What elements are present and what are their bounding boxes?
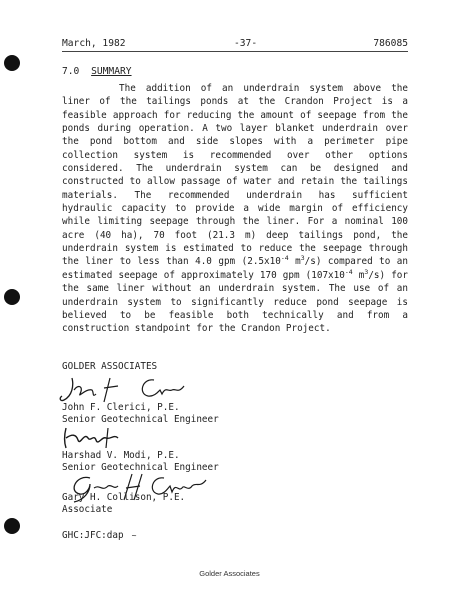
section-title: SUMMARY [91, 66, 132, 77]
signer-name: John F. Clerici, P.E. [62, 402, 180, 413]
binder-hole-icon [4, 289, 20, 305]
section-heading [62, 66, 132, 77]
binder-hole-icon [4, 55, 20, 71]
signer-clerici [62, 402, 219, 426]
signature-modi [58, 424, 138, 452]
signer-title: Senior Geotechnical Engineer [62, 414, 219, 425]
signature-scribble-icon [58, 424, 138, 452]
signer-collison [62, 492, 185, 516]
initials-mark: ~ [131, 531, 137, 540]
signer-title: Associate [62, 504, 113, 515]
page-header [62, 38, 408, 52]
document-number: 786085 [373, 38, 408, 49]
summary-paragraph: The addition of an underdrain system above the liner of the tailings ponds at the Crandon Project is a feasible approach for reducing the amount of seepage from the ponds during operation. A two layer blanket underdrain over the pond bottom and side slopes with a perimeter pipe collection system is recommended over other options considered. The underdrain system can be designed and constructed to allow passage of water and retain the tailings materials. The recommended underdrain has sufficient hydraulic capacity to provide a wide margin of efficiency while limiting seepage through the liner. For a nominal 100 acre (40 ha), 70 foot (21.3 m) deep tailings pond, the underdrain system is estimated to reduce the seepage through the liner to less than 4.0 gpm ($2.5x10^{-4}$ $m^3/s$) compared to an estimated seepage of approximately 170 gpm ($107x10^{-4}$ $m^3/s$) for the same liner without an underdrain system. The use of an underdrain system to significantly reduce pond seepage is believed to be feasible both technically and from a construction standpoint for the Crandon Project. [62, 83, 409, 335]
binder-hole-icon [4, 518, 20, 534]
section-number: 7.0 [62, 66, 80, 77]
signer-name: Gary H. Collison, P.E. [62, 492, 186, 503]
typist-initials [62, 530, 136, 541]
signer-name: Harshad V. Modi, P.E. [62, 450, 180, 461]
signer-title: Senior Geotechnical Engineer [62, 462, 219, 473]
header-date: March, 1982 [62, 38, 126, 49]
page-number: -37- [234, 38, 258, 49]
signature-clerici [58, 372, 198, 404]
company-name: GOLDER ASSOCIATES [62, 361, 158, 372]
header-rule [62, 51, 408, 52]
initials-text: GHC:JFC:dap [62, 530, 124, 541]
page-footer: Golder Associates [199, 569, 260, 578]
signature-scribble-icon [58, 372, 198, 404]
